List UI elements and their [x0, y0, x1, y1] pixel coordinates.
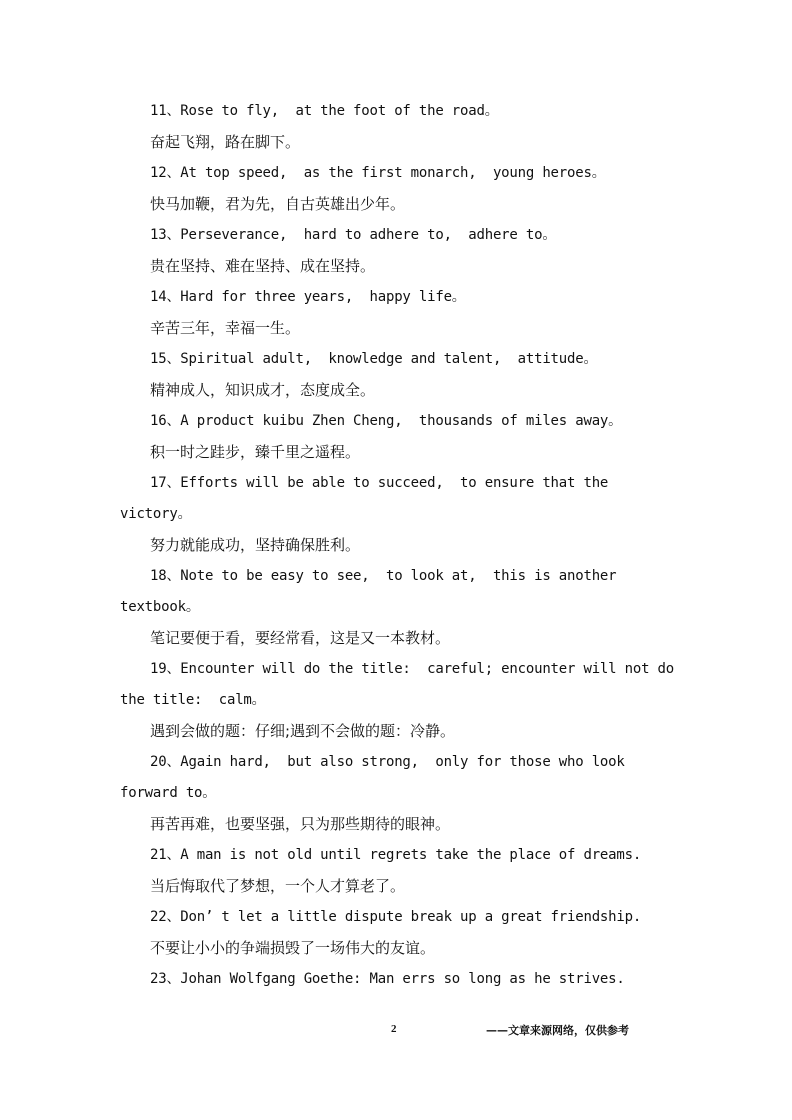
- quote-translation-line: 奋起飞翔，路在脚下。: [150, 133, 301, 151]
- quote-english-line: forward to。: [120, 785, 217, 801]
- quote-translation-line: 贵在坚持、难在坚持、成在坚持。: [150, 257, 376, 275]
- quote-english-line: 19、Encounter will do the title: careful; encounter will not do: [150, 661, 674, 677]
- quote-translation-line: 辛苦三年，幸福一生。: [150, 319, 301, 337]
- quote-english-line: 13、Perseverance, hard to adhere to, adhere to。: [150, 227, 557, 243]
- quote-translation-line: 努力就能成功，坚持确保胜利。: [150, 536, 361, 554]
- quote-translation-line: 笔记要便于看，要经常看，这是又一本教材。: [150, 629, 451, 647]
- source-note: ——文章来源网络，仅供参考: [486, 1024, 629, 1037]
- quote-english-line: 14、Hard for three years, happy life。: [150, 289, 466, 305]
- quote-english-line: 11、Rose to fly, at the foot of the road。: [150, 103, 499, 119]
- quote-translation-line: 遇到会做的题：仔细;遇到不会做的题：冷静。: [150, 722, 456, 740]
- quote-english-line: 21、A man is not old until regrets take the place of dreams.: [150, 847, 642, 863]
- quote-english-line: textbook。: [120, 599, 200, 615]
- quote-translation-line: 再苦再难，也要坚强，只为那些期待的眼神。: [150, 815, 451, 833]
- quote-english-line: 22、Don’ t let a little dispute break up a great friendship.: [150, 909, 642, 925]
- quote-list: [120, 96, 680, 995]
- quote-translation-line: 当后悔取代了梦想，一个人才算老了。: [150, 877, 406, 895]
- quote-english-line: 17、Efforts will be able to succeed, to ensure that the: [150, 475, 609, 491]
- quote-english-line: 12、At top speed, as the first monarch, young heroes。: [150, 165, 606, 181]
- quote-english-line: the title: calm。: [120, 692, 266, 708]
- quote-english-line: victory。: [120, 506, 192, 522]
- quote-english-line: 23、Johan Wolfgang Goethe: Man errs so long as he strives.: [150, 971, 625, 987]
- quote-english-line: 18、Note to be easy to see, to look at, this is another: [150, 568, 617, 584]
- quote-translation-line: 快马加鞭，君为先，自古英雄出少年。: [150, 195, 406, 213]
- quote-english-line: 20、Again hard, but also strong, only for those who look: [150, 754, 625, 770]
- quote-translation-line: 精神成人，知识成才，态度成全。: [150, 381, 376, 399]
- quote-english-line: 16、A product kuibu Zhen Cheng, thousands of miles away。: [150, 413, 622, 429]
- page-number: 2: [391, 1023, 397, 1035]
- quote-translation-line: 不要让小小的争端损毁了一场伟大的友谊。: [150, 939, 436, 957]
- quote-english-line: 15、Spiritual adult, knowledge and talent, attitude。: [150, 351, 598, 367]
- quote-translation-line: 积一时之跬步，臻千里之遥程。: [150, 443, 361, 461]
